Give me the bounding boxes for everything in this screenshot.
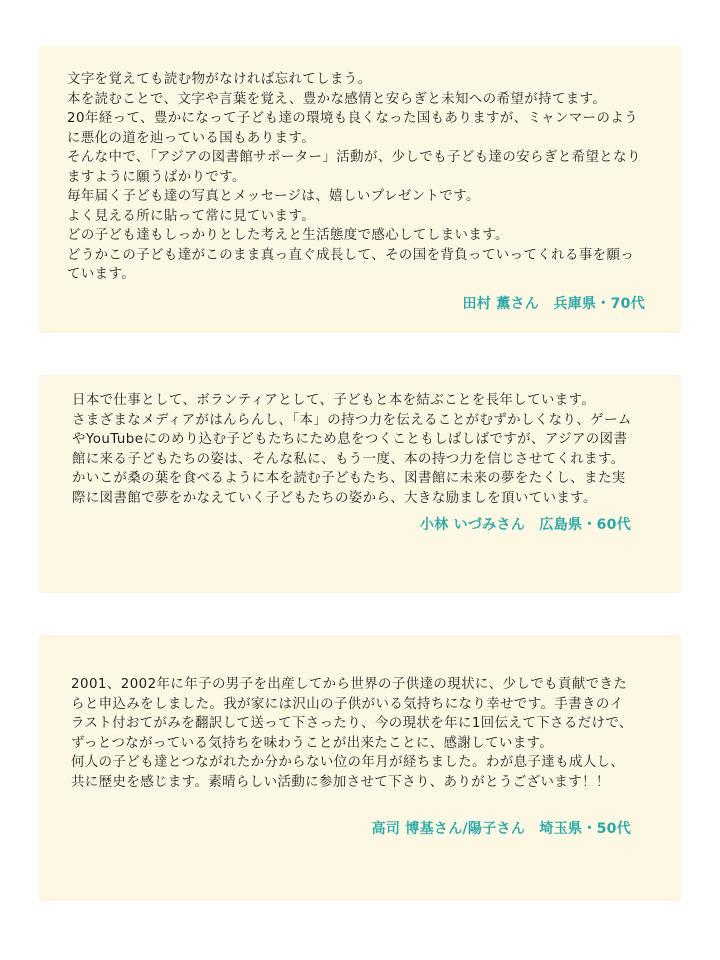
testimonial-signature: 小林 いづみさん 広島県・60代 bbox=[419, 517, 631, 533]
testimonial-paragraph: 2001、2002年に年子の男子を出産してから世界の子供達の現状に、少しでも貢献できたらと申込みをしました。我が家には沢山の子供がいる気持ちになり幸せです。手書きのイラスト付おてがみを翻訳して送って下さったり、今の現状を年に1回伝えて下さるだけで、ずっとつながっている気持ちを味わうことが出来たことに、感謝しています。 bbox=[71, 677, 633, 751]
testimonial-paragraph: どの子ども達もしっかりとした考えと生活態度で感心してしまいます。 bbox=[67, 228, 509, 243]
testimonial-card-1 bbox=[39, 46, 681, 333]
testimonial-paragraph: どうかこの子ども達がこのまま真っ直ぐ成長して、その国を背負っていってくれる事を願っています。 bbox=[67, 247, 635, 282]
testimonial-paragraph: 20年経って、豊かになって子ども達の環境も良くなった国もありますが、ミャンマーのように悪化の道を辿っている国もあります。 bbox=[67, 111, 639, 146]
testimonial-signature: 田村 薫さん 兵庫県・70代 bbox=[462, 295, 645, 312]
testimonial-text bbox=[72, 391, 637, 508]
testimonial-card-3 bbox=[39, 635, 681, 901]
testimonial-paragraph: そんな中で、「アジアの図書館サポーター」活動が、少しでも子ども達の安らぎと希望となりますように願うばかりです。 bbox=[67, 150, 641, 185]
testimonial-paragraph: 何人の子ども達とつながれたか分からない位の年月が経ちました。わが息子達も成人し、共に歴史を感じます。素晴らしい活動に参加させて下さり、ありがとうございます！！ bbox=[71, 755, 625, 790]
testimonial-paragraph: 本を読むことで、文字や言葉を覚え、豊かな感情と安らぎと未知への希望が持てます。 bbox=[67, 91, 607, 107]
testimonial-card-2 bbox=[39, 375, 681, 593]
testimonial-signature: 高司 博基さん/陽子さん 埼玉県・50代 bbox=[371, 821, 631, 837]
testimonial-paragraph: 毎年届く子ども達の写真とメッセージは、嬉しいプレゼントです。 bbox=[67, 189, 480, 204]
testimonial-paragraph: かいこが桑の葉を食べるように本を読む子どもたち、図書館に未来の夢をたくし、また実際に図書館で夢をかなえていく子どもたちの姿から、大きな励ましを頂いています。 bbox=[72, 471, 626, 506]
testimonial-paragraph: さまざまなメディアがはんらんし、「本」の持つ力を伝えることがむずかしくなり、ゲームやYouTubeにのめり込む子どもたちにため息をつくこともしばしばですが、アジアの図書館に来る子どもたちの姿は、そんな私に、もう一度、本の持つ力を信じさせてくれます。 bbox=[72, 412, 632, 467]
testimonial-text bbox=[67, 70, 645, 285]
testimonial-paragraph: 日本で仕事として、ボランティアとして、子どもと本を結ぶことを長年しています。 bbox=[72, 393, 596, 408]
testimonial-paragraph: よく見える所に貼って常に見ています。 bbox=[67, 208, 316, 224]
testimonial-text bbox=[71, 675, 637, 792]
testimonial-paragraph: 文字を覚えても読む物がなければ忘れてしまう。 bbox=[67, 72, 372, 87]
